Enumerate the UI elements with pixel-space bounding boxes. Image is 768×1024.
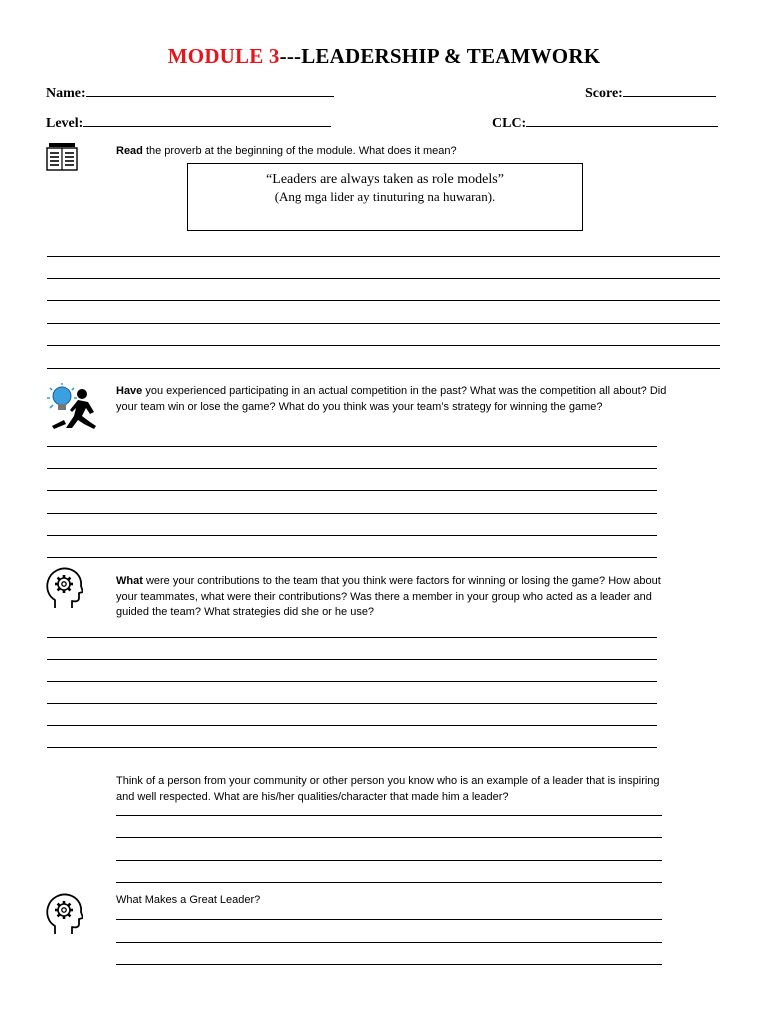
proverb-translation: (Ang mga lider ay tinuturing na huwaran). [274, 189, 496, 204]
answer-line[interactable] [47, 490, 657, 491]
answer-line[interactable] [47, 681, 657, 682]
answer-line[interactable] [47, 345, 720, 346]
answer-line[interactable] [47, 535, 657, 536]
head-gear-icon [45, 566, 83, 610]
answer-line[interactable] [47, 300, 720, 301]
score-line[interactable] [623, 84, 716, 97]
answer-line[interactable] [47, 368, 720, 369]
answer-line[interactable] [116, 815, 662, 816]
page-title [0, 44, 768, 69]
clc-label: CLC: [492, 116, 527, 131]
answer-line[interactable] [47, 725, 657, 726]
name-line[interactable] [86, 84, 334, 97]
answer-line[interactable] [47, 659, 657, 660]
clc-field[interactable] [492, 114, 718, 132]
level-line[interactable] [83, 114, 331, 127]
answer-line[interactable] [116, 919, 662, 920]
answer-line[interactable] [116, 860, 662, 861]
clc-line[interactable] [526, 114, 718, 127]
answer-line[interactable] [116, 837, 662, 838]
proverb-quote: “Leaders are always taken as role models” [266, 172, 504, 187]
answer-line[interactable] [47, 468, 657, 469]
answer-line[interactable] [47, 703, 657, 704]
name-label: Name: [46, 86, 86, 101]
answer-line[interactable] [116, 942, 662, 943]
answer-line[interactable] [47, 557, 657, 558]
question-5: What Makes a Great Leader? [116, 894, 261, 906]
lightbulb-runner-icon [44, 382, 100, 432]
answer-line[interactable] [47, 446, 657, 447]
answer-line[interactable] [47, 278, 720, 279]
book-icon [45, 142, 79, 172]
name-field[interactable] [46, 84, 334, 102]
score-field[interactable] [585, 84, 716, 102]
level-label: Level: [46, 116, 84, 131]
title-rest: ---LEADERSHIP & TEAMWORK [279, 44, 601, 68]
level-field[interactable] [46, 114, 331, 132]
answer-line[interactable] [47, 637, 657, 638]
answer-line[interactable] [116, 882, 662, 883]
answer-line[interactable] [47, 513, 657, 514]
module-label: MODULE 3 [167, 44, 280, 68]
question-3: What were your contributions to the team that you think were factors for winning or losing the game? How about your teammates, what were their contributions? Was there a member in your group who acted as a leader and guided the team? What strategies did she or he use? [116, 575, 661, 618]
question-4: Think of a person from your community or other person you know who is an example of a leader that is inspiring and well respected. What are his/her qualities/character that made him a leader? [116, 775, 660, 803]
answer-line[interactable] [116, 964, 662, 965]
question-1: Read the proverb at the beginning of the module. What does it mean? [116, 145, 457, 157]
proverb-box [187, 163, 583, 231]
answer-line[interactable] [47, 323, 720, 324]
head-gear-icon [45, 892, 83, 936]
question-2: Have you experienced participating in an actual competition in the past? What was the competition all about? Did your team win or lose the game? What do you think was your team’s strategy for winning the game? [116, 385, 667, 413]
score-label: Score: [585, 86, 623, 101]
answer-line[interactable] [47, 256, 720, 257]
answer-line[interactable] [47, 747, 657, 748]
